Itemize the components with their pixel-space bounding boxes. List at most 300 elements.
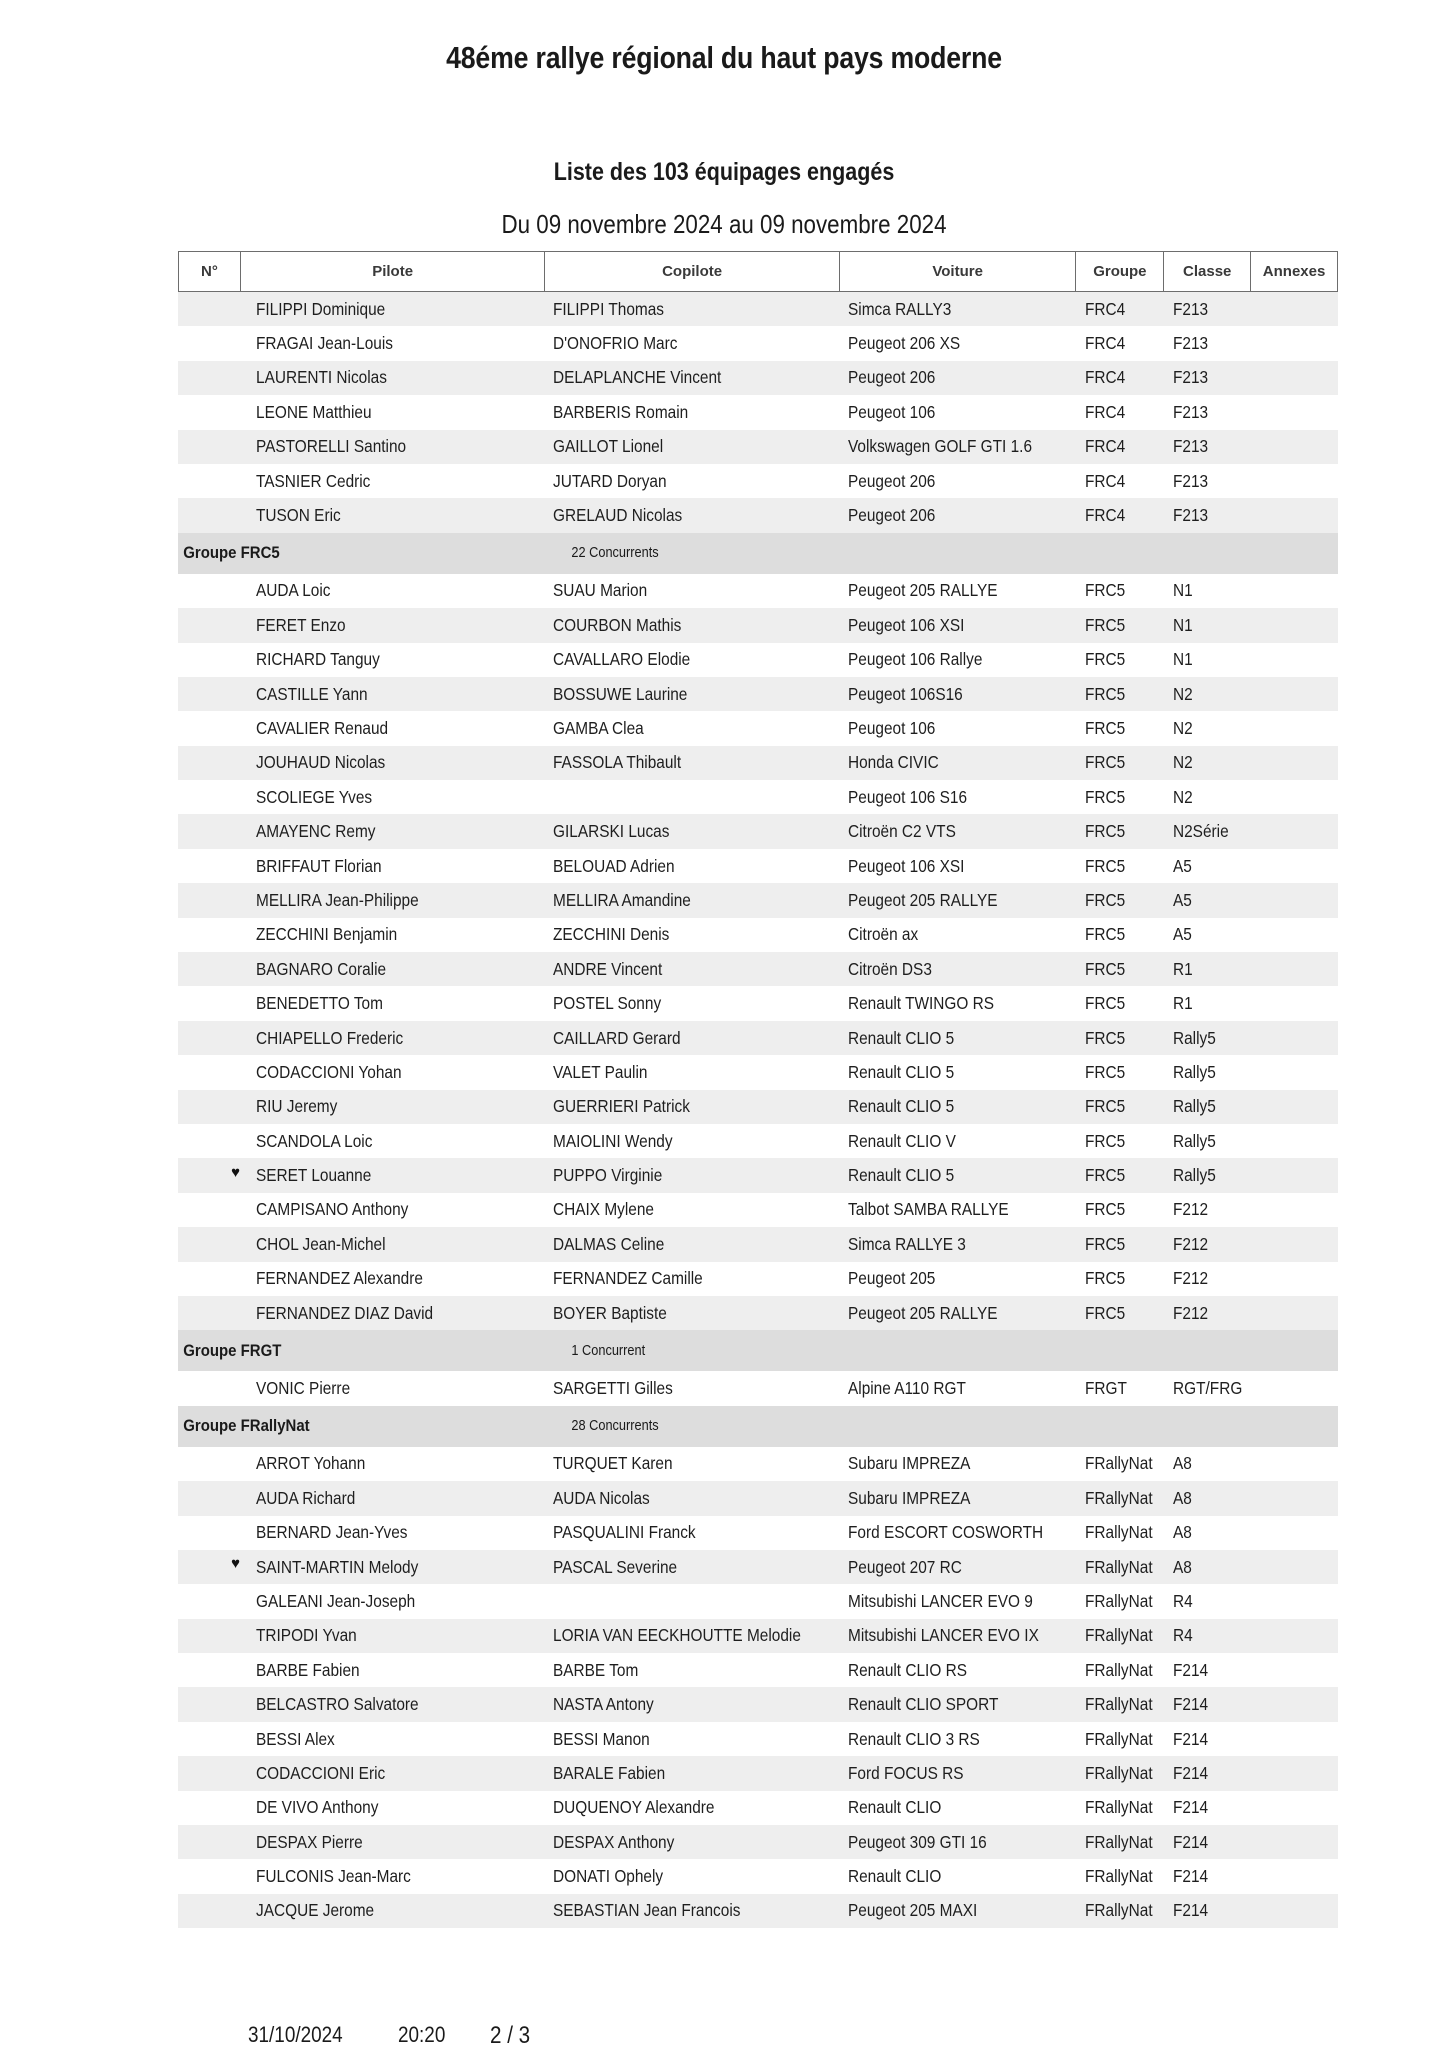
voiture-cell <box>840 580 1077 601</box>
pilote-cell-text: ARROT Yohann <box>256 1453 366 1474</box>
copilote-cell <box>545 299 840 320</box>
classe-cell-text: N2 <box>1173 786 1193 807</box>
table-header <box>178 251 1338 292</box>
groupe-cell-text: FRC5 <box>1085 1130 1126 1151</box>
classe-cell <box>1165 1694 1252 1715</box>
classe-cell <box>1165 959 1252 980</box>
copilote-cell-text: DELAPLANCHE Vincent <box>553 367 722 388</box>
groupe-cell <box>1077 333 1165 354</box>
classe-cell-text: A5 <box>1173 889 1192 910</box>
classe-cell-text: F213 <box>1173 470 1209 491</box>
voiture-cell <box>840 1694 1077 1715</box>
classe-cell-text: N1 <box>1173 580 1193 601</box>
voiture-cell <box>840 471 1077 492</box>
classe-cell <box>1165 1268 1252 1289</box>
copilote-cell <box>545 1062 840 1083</box>
groupe-cell-text: FRC5 <box>1085 786 1126 807</box>
copilote-cell-text: FERNANDEZ Camille <box>553 1268 703 1289</box>
voiture-cell-text: Ford ESCORT COSWORTH <box>848 1522 1044 1543</box>
classe-cell-text: Rally5 <box>1173 1096 1216 1117</box>
annexes-cell <box>1252 649 1338 670</box>
pilote-cell-text: SCOLIEGE Yves <box>256 786 373 807</box>
pilote-cell <box>240 1062 545 1083</box>
copilote-cell-text: BARBERIS Romain <box>553 401 689 422</box>
groupe-cell-text: FRC5 <box>1085 924 1126 945</box>
column-header-pilote: Pilote <box>241 252 545 291</box>
copilote-cell-text: FILIPPI Thomas <box>553 298 664 319</box>
pilote-cell-text: AUDA Loic <box>256 580 331 601</box>
copilote-cell <box>545 615 840 636</box>
table-row <box>178 1756 1338 1790</box>
voiture-cell-text: Citroën ax <box>848 924 919 945</box>
voiture-cell-text: Simca RALLY3 <box>848 298 952 319</box>
copilote-cell <box>545 1763 840 1784</box>
voiture-cell-text: Renault CLIO 5 <box>848 1061 955 1082</box>
pilote-cell-text: BESSI Alex <box>256 1728 335 1749</box>
voiture-cell <box>840 924 1077 945</box>
pilote-cell <box>240 333 545 354</box>
heart-icon: ♥ <box>231 1555 240 1573</box>
annexes-cell <box>1252 1268 1338 1289</box>
classe-cell <box>1165 1028 1252 1049</box>
group-count: 22 Concurrents <box>571 545 659 562</box>
classe-cell-text: F214 <box>1173 1728 1209 1749</box>
copilote-cell <box>545 1131 840 1152</box>
groupe-cell <box>1077 1797 1165 1818</box>
copilote-cell <box>545 856 840 877</box>
voiture-cell <box>840 1591 1077 1612</box>
groupe-cell <box>1077 1694 1165 1715</box>
groupe-cell-text: FRC4 <box>1085 298 1126 319</box>
annexes-cell <box>1252 1763 1338 1784</box>
voiture-cell-text: Citroën DS3 <box>848 958 932 979</box>
classe-cell <box>1165 1591 1252 1612</box>
groupe-cell-text: FRC4 <box>1085 505 1126 526</box>
pilote-cell-text: FERNANDEZ DIAZ David <box>256 1302 434 1323</box>
groupe-cell <box>1077 580 1165 601</box>
table-row <box>178 711 1338 745</box>
annexes-cell <box>1252 1660 1338 1681</box>
copilote-cell-text: JUTARD Doryan <box>553 470 667 491</box>
table-body <box>178 292 1338 1928</box>
copilote-cell-text: DESPAX Anthony <box>553 1831 675 1852</box>
pilote-cell <box>240 402 545 423</box>
voiture-cell-text: Peugeot 106 XSI <box>848 614 965 635</box>
groupe-cell <box>1077 615 1165 636</box>
groupe-cell <box>1077 1488 1165 1509</box>
annexes-cell <box>1252 1096 1338 1117</box>
annexes-cell <box>1252 1165 1338 1186</box>
column-header-voiture: Voiture <box>840 252 1077 291</box>
column-header-annexes: Annexes <box>1262 263 1326 280</box>
voiture-cell <box>840 1797 1077 1818</box>
groupe-cell-text: FRallyNat <box>1085 1694 1153 1715</box>
classe-cell <box>1165 1234 1252 1255</box>
copilote-cell <box>545 1832 840 1853</box>
annexes-cell <box>1252 1557 1338 1578</box>
copilote-cell-text: BELOUAD Adrien <box>553 855 675 876</box>
group-header-row <box>178 1330 1338 1371</box>
copilote-cell <box>545 1378 840 1399</box>
voiture-cell-text: Peugeot 106 Rallye <box>848 649 983 670</box>
groupe-cell-text: FRallyNat <box>1085 1659 1153 1680</box>
pilote-cell <box>240 1625 545 1646</box>
voiture-cell <box>840 1453 1077 1474</box>
groupe-cell-text: FRC5 <box>1085 889 1126 910</box>
groupe-cell <box>1077 1900 1165 1921</box>
groupe-cell <box>1077 787 1165 808</box>
voiture-cell <box>840 1522 1077 1543</box>
classe-cell-text: R1 <box>1173 958 1193 979</box>
groupe-cell <box>1077 1832 1165 1853</box>
groupe-cell <box>1077 718 1165 739</box>
pilote-cell <box>240 924 545 945</box>
pilote-cell-text: PASTORELLI Santino <box>256 436 407 457</box>
voiture-cell-text: Renault CLIO 5 <box>848 1165 955 1186</box>
groupe-cell <box>1077 436 1165 457</box>
heart-icon: ♥ <box>231 1163 240 1181</box>
classe-cell <box>1165 1625 1252 1646</box>
groupe-cell <box>1077 505 1165 526</box>
copilote-cell <box>545 959 840 980</box>
groupe-cell <box>1077 1062 1165 1083</box>
copilote-cell <box>545 436 840 457</box>
classe-cell-text: R4 <box>1173 1625 1193 1646</box>
copilote-cell <box>545 649 840 670</box>
pilote-cell <box>240 1096 545 1117</box>
voiture-cell-text: Peugeot 106 S16 <box>848 786 968 807</box>
table-row <box>178 464 1338 498</box>
classe-cell <box>1165 1797 1252 1818</box>
table-row <box>178 1859 1338 1893</box>
copilote-cell-text: PASCAL Severine <box>553 1556 678 1577</box>
classe-cell-text: A8 <box>1173 1453 1192 1474</box>
pilote-cell-text: CASTILLE Yann <box>256 683 368 704</box>
table-row <box>178 1584 1338 1618</box>
copilote-cell <box>545 1453 840 1474</box>
table-row <box>178 1447 1338 1481</box>
pilote-cell-text: BERNARD Jean-Yves <box>256 1522 408 1543</box>
pilote-cell <box>240 1660 545 1681</box>
table-row <box>178 883 1338 917</box>
copilote-cell <box>545 1028 840 1049</box>
classe-cell-text: F213 <box>1173 367 1209 388</box>
annexes-cell <box>1252 333 1338 354</box>
pilote-cell <box>240 1488 545 1509</box>
classe-cell-text: F213 <box>1173 401 1209 422</box>
pilote-cell-text: FERNANDEZ Alexandre <box>256 1268 423 1289</box>
classe-cell-text: F212 <box>1173 1233 1209 1254</box>
copilote-cell-text: MELLIRA Amandine <box>553 889 691 910</box>
groupe-cell <box>1077 1591 1165 1612</box>
table-row <box>178 608 1338 642</box>
groupe-cell-text: FRC4 <box>1085 401 1126 422</box>
classe-cell-text: Rally5 <box>1173 1061 1216 1082</box>
copilote-cell-text: AUDA Nicolas <box>553 1487 650 1508</box>
groupe-cell <box>1077 993 1165 1014</box>
annexes-cell <box>1252 1625 1338 1646</box>
annexes-cell <box>1252 299 1338 320</box>
group-name: Groupe FRC5 <box>183 543 280 563</box>
annexes-cell <box>1252 1900 1338 1921</box>
voiture-cell <box>840 684 1077 705</box>
pilote-cell <box>240 1268 545 1289</box>
classe-cell <box>1165 1660 1252 1681</box>
pilote-cell-text: TRIPODI Yvan <box>256 1625 357 1646</box>
groupe-cell-text: FRC4 <box>1085 333 1126 354</box>
classe-cell <box>1165 856 1252 877</box>
voiture-cell <box>840 1062 1077 1083</box>
copilote-cell <box>545 1625 840 1646</box>
print-time: 20:20 <box>398 2022 446 2047</box>
voiture-cell <box>840 615 1077 636</box>
classe-cell-text: F214 <box>1173 1762 1209 1783</box>
annexes-cell <box>1252 1378 1338 1399</box>
groupe-cell <box>1077 471 1165 492</box>
classe-cell-text: N2Série <box>1173 821 1229 842</box>
annexes-cell <box>1252 684 1338 705</box>
pilote-cell <box>240 580 545 601</box>
voiture-cell-text: Alpine A110 RGT <box>848 1378 966 1399</box>
classe-cell-text: Rally5 <box>1173 1165 1216 1186</box>
classe-cell <box>1165 1557 1252 1578</box>
pilote-cell <box>240 856 545 877</box>
table-row <box>178 1516 1338 1550</box>
annexes-cell <box>1252 1797 1338 1818</box>
voiture-cell <box>840 1268 1077 1289</box>
voiture-cell-text: Subaru IMPREZA <box>848 1453 971 1474</box>
voiture-cell-text: Renault CLIO 3 RS <box>848 1728 980 1749</box>
copilote-cell <box>545 1199 840 1220</box>
classe-cell-text: F212 <box>1173 1268 1209 1289</box>
list-subtitle: Liste des 103 équipages engagés <box>553 158 895 186</box>
table-row <box>178 849 1338 883</box>
pilote-cell <box>240 787 545 808</box>
copilote-cell-text: D'ONOFRIO Marc <box>553 333 678 354</box>
annexes-cell <box>1252 1694 1338 1715</box>
voiture-cell <box>840 333 1077 354</box>
groupe-cell <box>1077 649 1165 670</box>
pilote-cell <box>240 1694 545 1715</box>
classe-cell <box>1165 1199 1252 1220</box>
voiture-cell <box>840 1729 1077 1750</box>
copilote-cell <box>545 1694 840 1715</box>
annexes-cell <box>1252 1488 1338 1509</box>
copilote-cell-text: NASTA Antony <box>553 1694 654 1715</box>
pilote-cell <box>240 1303 545 1324</box>
pilote-cell <box>240 367 545 388</box>
voiture-cell <box>840 1900 1077 1921</box>
pilote-cell-text: CAVALIER Renaud <box>256 717 389 738</box>
table-row <box>178 1550 1338 1584</box>
copilote-cell-text: DONATI Ophely <box>553 1866 664 1887</box>
groupe-cell-text: FRC5 <box>1085 752 1126 773</box>
voiture-cell <box>840 436 1077 457</box>
copilote-cell-text: MAIOLINI Wendy <box>553 1130 673 1151</box>
groupe-cell-text: FRC5 <box>1085 1096 1126 1117</box>
pilote-cell <box>240 436 545 457</box>
annexes-cell <box>1252 1591 1338 1612</box>
table-row <box>178 1653 1338 1687</box>
classe-cell-text: N1 <box>1173 649 1193 670</box>
annexes-cell <box>1252 718 1338 739</box>
table-row <box>178 1296 1338 1330</box>
classe-cell <box>1165 1900 1252 1921</box>
groupe-cell-text: FRallyNat <box>1085 1487 1153 1508</box>
pilote-cell-text: BENEDETTO Tom <box>256 993 383 1014</box>
pilote-cell-text: CODACCIONI Yohan <box>256 1061 402 1082</box>
groupe-cell <box>1077 367 1165 388</box>
annexes-cell <box>1252 615 1338 636</box>
classe-cell <box>1165 993 1252 1014</box>
classe-cell <box>1165 580 1252 601</box>
classe-cell <box>1165 649 1252 670</box>
groupe-cell <box>1077 1866 1165 1887</box>
voiture-cell <box>840 1234 1077 1255</box>
copilote-cell <box>545 1729 840 1750</box>
groupe-cell <box>1077 402 1165 423</box>
groupe-cell <box>1077 1096 1165 1117</box>
voiture-cell <box>840 649 1077 670</box>
print-date: 31/10/2024 <box>248 2022 343 2047</box>
groupe-cell <box>1077 1131 1165 1152</box>
pilote-cell <box>240 890 545 911</box>
classe-cell <box>1165 436 1252 457</box>
table-row <box>178 780 1338 814</box>
voiture-cell <box>840 1660 1077 1681</box>
classe-cell-text: N1 <box>1173 614 1193 635</box>
voiture-cell-text: Renault CLIO <box>848 1797 942 1818</box>
groupe-cell <box>1077 1660 1165 1681</box>
classe-cell <box>1165 367 1252 388</box>
group-header-row <box>178 533 1338 574</box>
copilote-cell <box>545 1797 840 1818</box>
groupe-cell <box>1077 299 1165 320</box>
table-row <box>178 574 1338 608</box>
voiture-cell-text: Peugeot 106 <box>848 717 936 738</box>
page-number: 2 / 3 <box>490 2022 531 2049</box>
group-name: Groupe FRallyNat <box>183 1416 310 1436</box>
table-row <box>178 1262 1338 1296</box>
groupe-cell <box>1077 1557 1165 1578</box>
classe-cell-text: A8 <box>1173 1556 1192 1577</box>
copilote-cell-text: SARGETTI Gilles <box>553 1378 673 1399</box>
pilote-cell <box>240 299 545 320</box>
copilote-cell-text: ANDRE Vincent <box>553 958 663 979</box>
voiture-cell-text: Peugeot 205 RALLYE <box>848 580 998 601</box>
copilote-cell <box>545 367 840 388</box>
classe-cell-text: A5 <box>1173 924 1192 945</box>
classe-cell-text: A8 <box>1173 1487 1192 1508</box>
copilote-cell-text: GRELAUD Nicolas <box>553 505 683 526</box>
classe-cell <box>1165 1453 1252 1474</box>
voiture-cell-text: Ford FOCUS RS <box>848 1762 964 1783</box>
pilote-cell-text: TASNIER Cedric <box>256 470 371 491</box>
annexes-cell <box>1252 1453 1338 1474</box>
pilote-cell-text: FRAGAI Jean-Louis <box>256 333 393 354</box>
voiture-cell <box>840 1488 1077 1509</box>
copilote-cell-text: CAILLARD Gerard <box>553 1027 681 1048</box>
copilote-cell <box>545 402 840 423</box>
table-row <box>178 1158 1338 1192</box>
annexes-cell <box>1252 1866 1338 1887</box>
groupe-cell-text: FRC5 <box>1085 649 1126 670</box>
table-row <box>178 1055 1338 1089</box>
pilote-cell-text: SAINT-MARTIN Melody <box>256 1556 419 1577</box>
table-row <box>178 430 1338 464</box>
classe-cell <box>1165 1729 1252 1750</box>
table-row <box>178 918 1338 952</box>
pilote-cell-text: LEONE Matthieu <box>256 401 372 422</box>
voiture-cell <box>840 752 1077 773</box>
annexes-cell <box>1252 1028 1338 1049</box>
classe-cell <box>1165 1165 1252 1186</box>
annexes-cell <box>1252 1234 1338 1255</box>
voiture-cell-text: Peugeot 206 XS <box>848 333 961 354</box>
classe-cell-text: A5 <box>1173 855 1192 876</box>
classe-cell <box>1165 333 1252 354</box>
groupe-cell-text: FRC4 <box>1085 470 1126 491</box>
copilote-cell <box>545 821 840 842</box>
classe-cell-text: A8 <box>1173 1522 1192 1543</box>
classe-cell-text: F214 <box>1173 1797 1209 1818</box>
pilote-cell <box>240 1028 545 1049</box>
groupe-cell <box>1077 1522 1165 1543</box>
copilote-cell <box>545 505 840 526</box>
annexes-cell <box>1252 402 1338 423</box>
table-row <box>178 1193 1338 1227</box>
annexes-cell <box>1252 367 1338 388</box>
groupe-cell-text: FRGT <box>1085 1378 1127 1399</box>
groupe-cell-text: FRC5 <box>1085 855 1126 876</box>
copilote-cell <box>545 1522 840 1543</box>
voiture-cell <box>840 1557 1077 1578</box>
entries-table <box>178 251 1338 1928</box>
groupe-cell-text: FRallyNat <box>1085 1625 1153 1646</box>
groupe-cell-text: FRC5 <box>1085 1199 1126 1220</box>
copilote-cell-text: BOYER Baptiste <box>553 1302 667 1323</box>
pilote-cell-text: CHOL Jean-Michel <box>256 1233 386 1254</box>
voiture-cell-text: Peugeot 206 <box>848 470 936 491</box>
copilote-cell-text: BESSI Manon <box>553 1728 650 1749</box>
classe-cell <box>1165 1832 1252 1853</box>
classe-cell <box>1165 1131 1252 1152</box>
groupe-cell-text: FRallyNat <box>1085 1866 1153 1887</box>
voiture-cell-text: Peugeot 205 RALLYE <box>848 1302 998 1323</box>
groupe-cell-text: FRallyNat <box>1085 1900 1153 1921</box>
classe-cell <box>1165 615 1252 636</box>
copilote-cell-text: CHAIX Mylene <box>553 1199 654 1220</box>
groupe-cell <box>1077 856 1165 877</box>
annexes-cell <box>1252 580 1338 601</box>
annexes-cell <box>1252 1131 1338 1152</box>
voiture-cell-text: Talbot SAMBA RALLYE <box>848 1199 1009 1220</box>
classe-cell-text: F214 <box>1173 1900 1209 1921</box>
pilote-cell-text: RIU Jeremy <box>256 1096 338 1117</box>
voiture-cell <box>840 1096 1077 1117</box>
pilote-cell <box>240 649 545 670</box>
voiture-cell-text: Subaru IMPREZA <box>848 1487 971 1508</box>
classe-cell-text: F213 <box>1173 298 1209 319</box>
table-row <box>178 1619 1338 1653</box>
voiture-cell-text: Peugeot 206 <box>848 505 936 526</box>
groupe-cell <box>1077 924 1165 945</box>
voiture-cell-text: Renault CLIO SPORT <box>848 1694 999 1715</box>
groupe-cell-text: FRC5 <box>1085 1061 1126 1082</box>
groupe-cell <box>1077 959 1165 980</box>
copilote-cell <box>545 1900 840 1921</box>
annexes-cell <box>1252 1062 1338 1083</box>
